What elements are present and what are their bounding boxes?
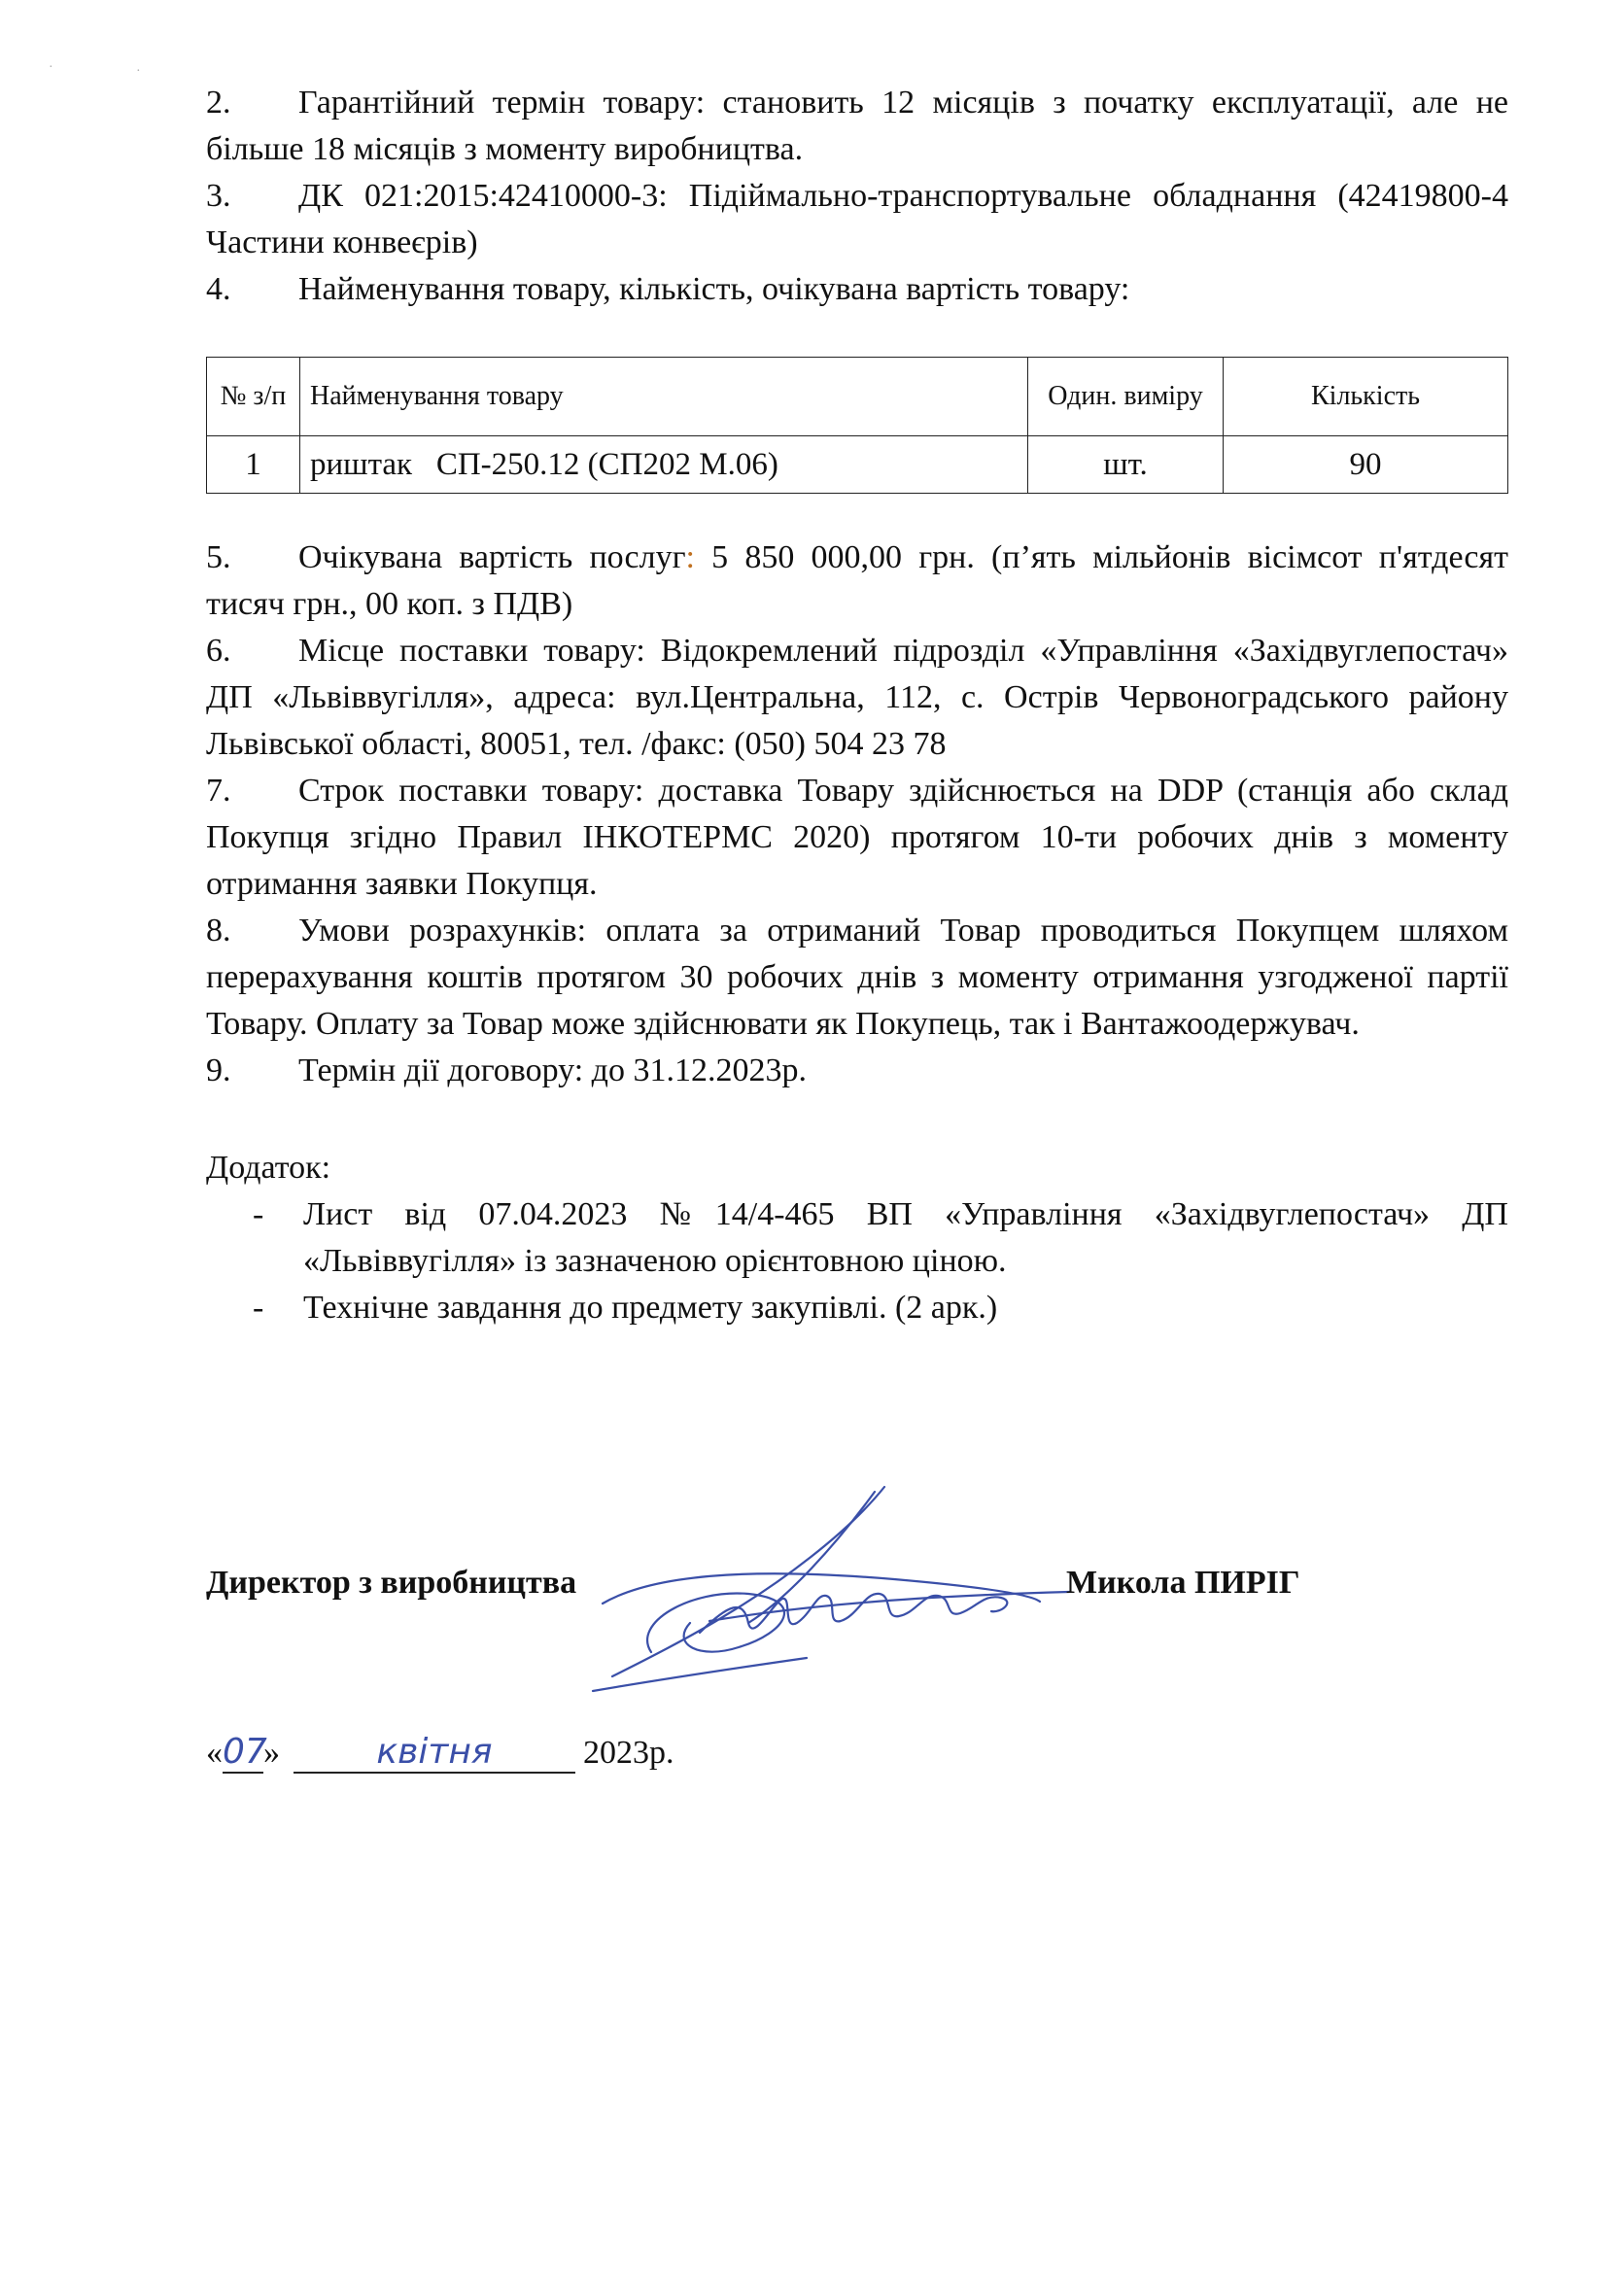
date-line [206,1732,674,1774]
item-6: 6. Місце поставки товару: Відокремлений підрозділ «Управління «Західвуглепостач» ДП «Львіввугілля», адреса: вул.Центральна, 112, с. Острів Червоноградського району Львівської області, 80051, тел. /факс: (050) 504 23 78 [206,633,1508,762]
item-9: 9. Термін дії договору: до 31.12.2023р. [206,1052,807,1088]
dash-bullet: - [253,1196,264,1232]
header-unit: Один. виміру [1028,358,1224,436]
cell-name: риштак СП-250.12 (СП202 М.06) [300,436,1028,494]
signer-position: Директор з виробництва [206,1565,577,1601]
item-2: 2. Гарантійний термін товару: становить 12 місяців з початку експлуатації, але не більше 18 місяців з моменту виробництва. [206,85,1508,167]
item-8: 8. Умови розрахунків: оплата за отриманий Товар проводиться Покупцем шляхом перерахування коштів протягом 30 робочих днів з моменту отримання узгодженої партії Товару. Оплату за Товар може здійснювати як Покупець, так і Вантажоодержувач. [206,913,1508,1042]
item-4: 4. Найменування товару, кількість, очікувана вартість товару: [206,271,1130,307]
date-day: 07 [223,1732,267,1772]
attachments-title: Додаток: [206,1150,331,1186]
date-year: 2023р. [583,1735,674,1771]
table-row [207,436,1508,494]
signer-name: Микола ПИРІГ [1066,1565,1300,1601]
document-body [206,80,1508,1331]
header-name: Найменування товару [300,358,1028,436]
item-7: 7. Строк поставки товару: доставка Товару здійснюється на DDP (станція або склад Покупця згідно Правил ІНКОТЕРМС 2020) протягом 10-ти робочих днів з моменту отримання заявки Покупця. [206,773,1508,902]
dash-bullet: - [253,1290,264,1326]
open-quote: « [206,1735,223,1771]
scan-artifact: · [49,60,53,75]
goods-table [206,357,1508,494]
scan-artifact: · [136,64,141,79]
date-month: квітня [294,1732,575,1774]
cell-qty: 90 [1224,436,1508,494]
cell-unit: шт. [1028,436,1224,494]
attachments-list [206,1191,1508,1331]
close-quote: » [263,1735,280,1771]
cell-num: 1 [207,436,300,494]
item-5: 5. Очікувана вартість послуг: 5 850 000,00 грн. (п’ять мільйонів вісімсот п'ятдесят тисяч грн., 00 коп. з ПДВ) [206,539,1509,622]
table-header-row [207,358,1508,436]
item-3: 3. ДК 021:2015:42410000-3: Підіймально-транспортувальне обладнання (42419800-4 Частини конвеєрів) [206,178,1508,260]
list-item: - Технічне завдання до предмету закупівлі. (2 арк.) [206,1285,1508,1331]
handwritten-signature [583,1477,1088,1730]
header-num: № з/п [207,358,300,436]
list-item: - Лист від 07.04.2023 №14/4-465 ВП «Управління «Західвуглепостач» ДП «Львіввугілля» із зазначеною орієнтовною ціною. [206,1191,1508,1285]
header-qty: Кількість [1224,358,1508,436]
